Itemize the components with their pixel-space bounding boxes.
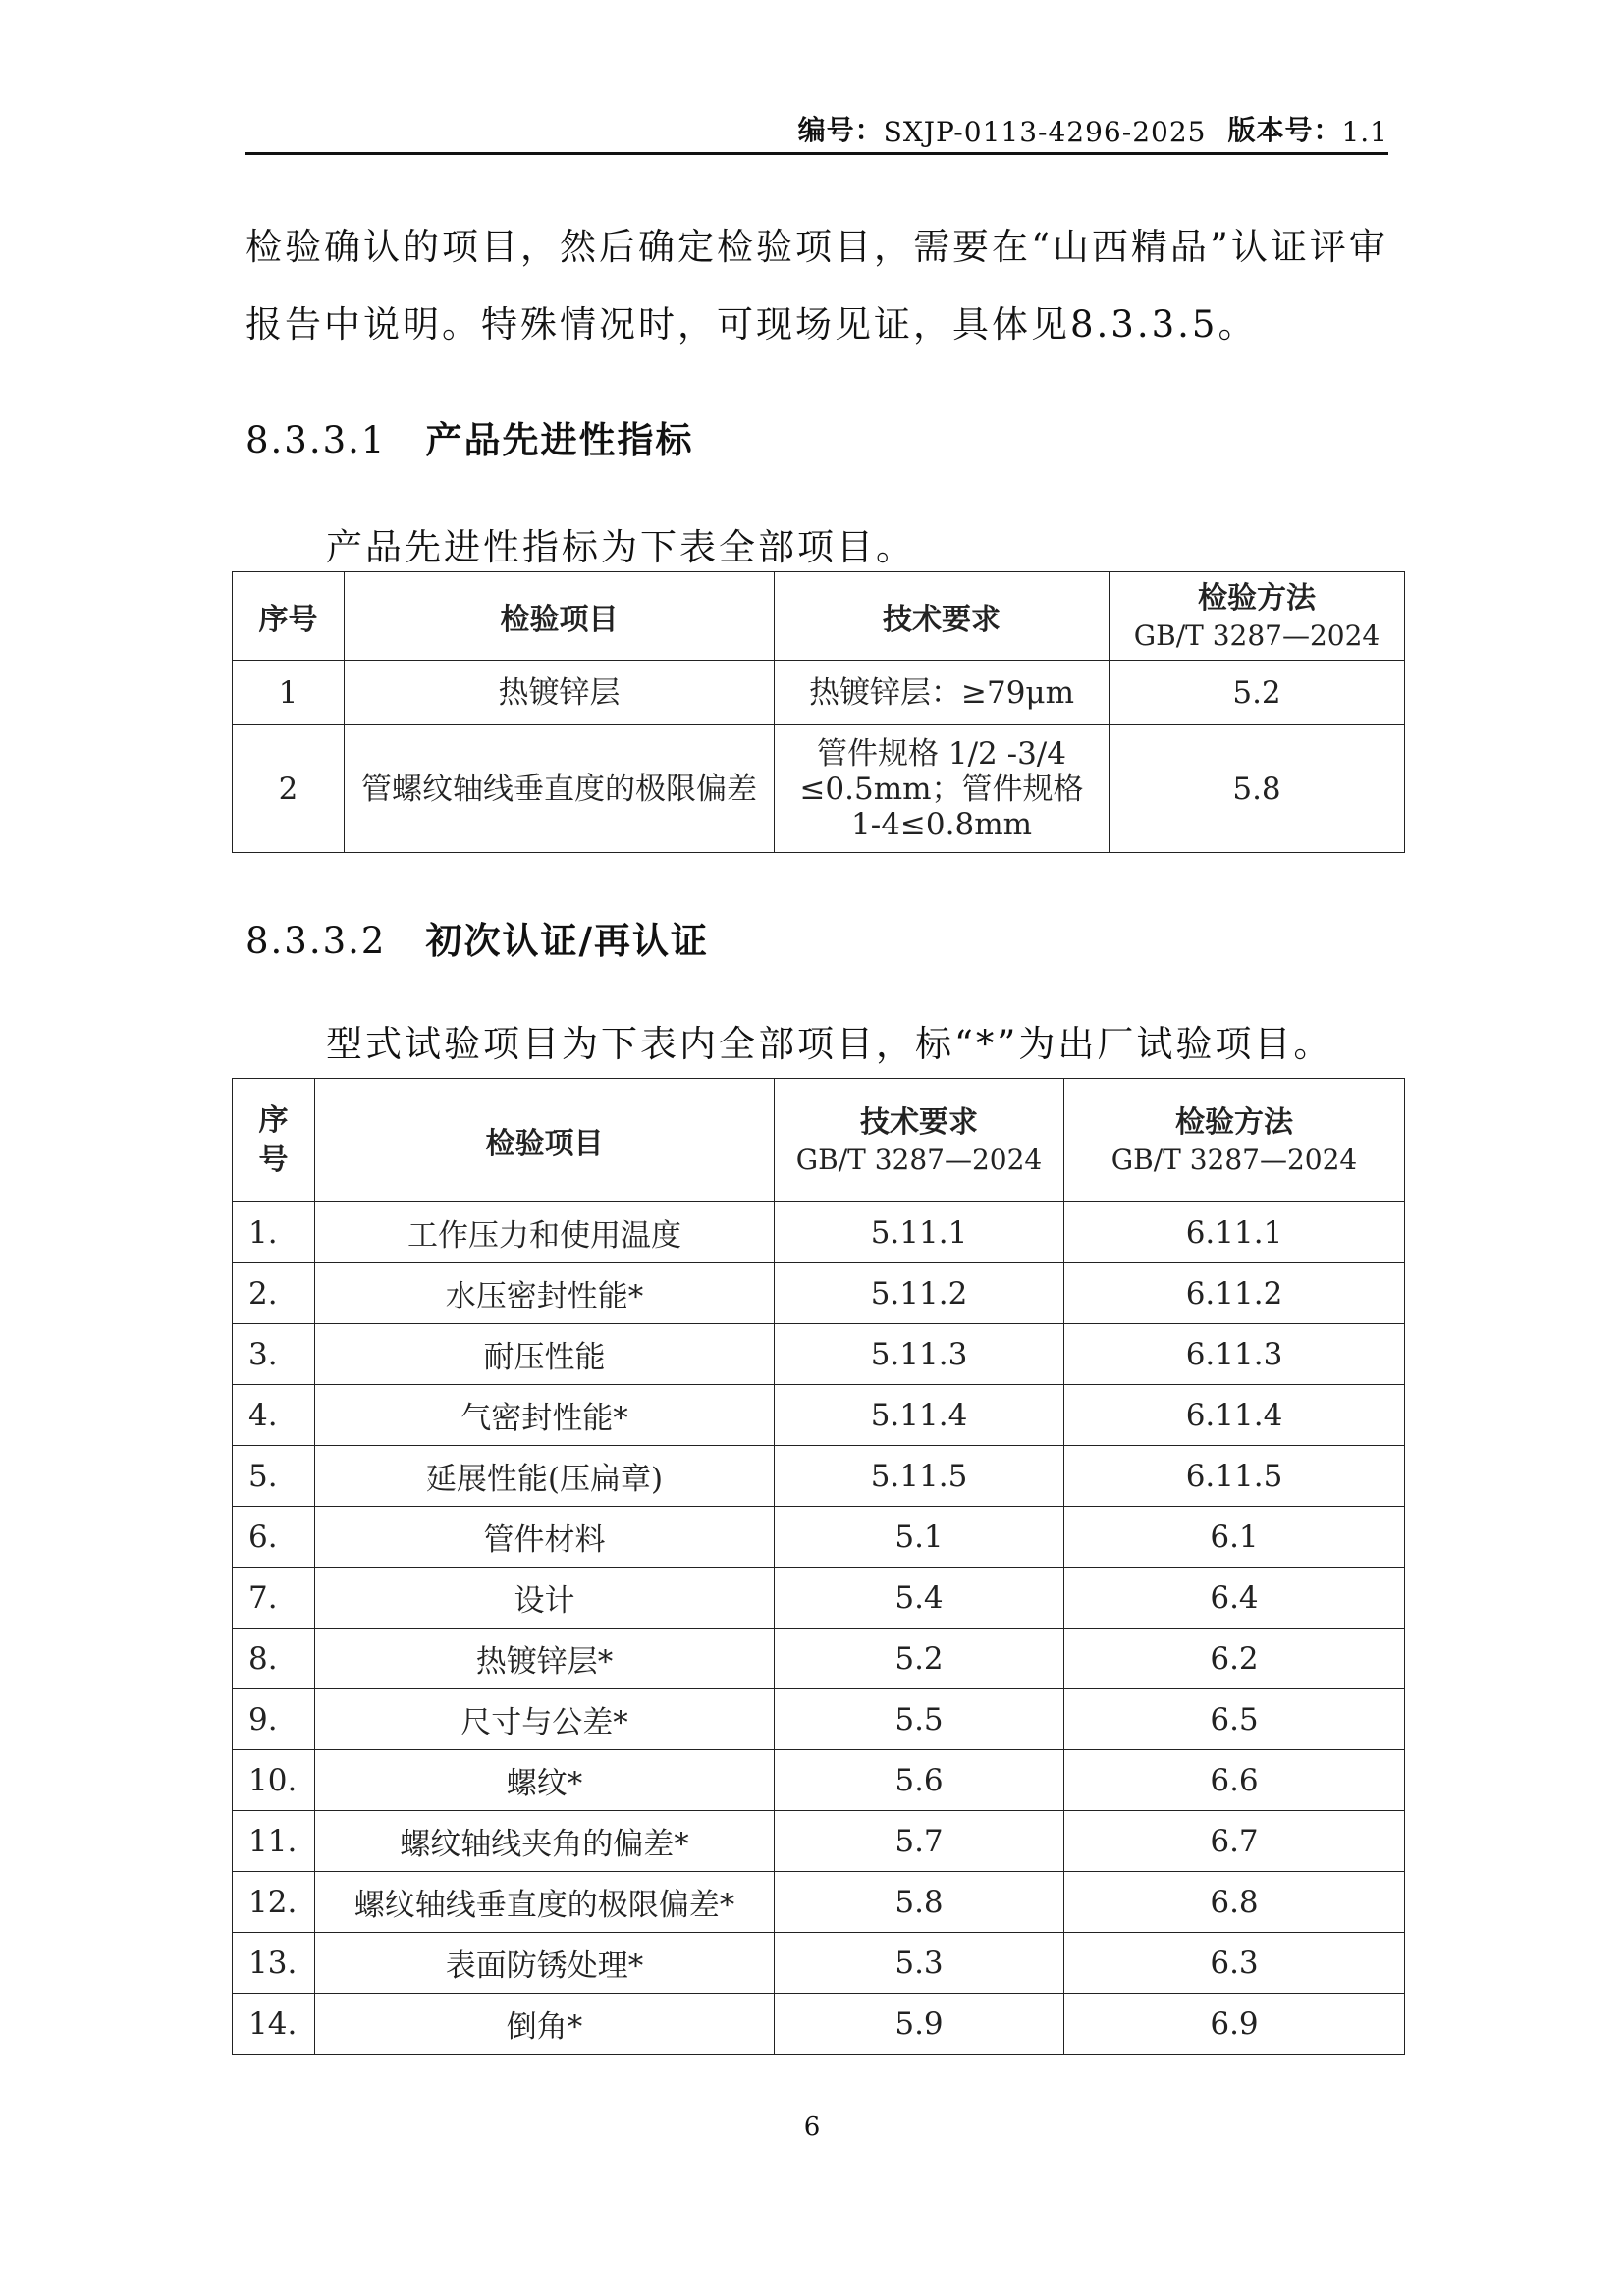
cell-method: 6.7 xyxy=(1064,1811,1405,1872)
col-header-item: 检验项目 xyxy=(345,572,775,661)
cell-method: 6.2 xyxy=(1064,1629,1405,1689)
section-intro-2: 型式试验项目为下表内全部项目，标“*”为出厂试验项目。 xyxy=(326,1023,1333,1065)
cell-seq: 2 xyxy=(233,725,345,853)
cell-seq: 4. xyxy=(233,1385,315,1446)
cell-item: 热镀锌层 xyxy=(345,661,775,725)
table-row xyxy=(233,1507,1405,1568)
cell-item: 气密封性能* xyxy=(315,1385,775,1446)
table-row xyxy=(233,725,1405,853)
cell-seq: 1 xyxy=(233,661,345,725)
cell-requirement: 5.3 xyxy=(775,1933,1064,1994)
cell-seq: 13. xyxy=(233,1933,315,1994)
cell-method: 6.6 xyxy=(1064,1750,1405,1811)
cell-requirement: 5.11.3 xyxy=(775,1324,1064,1385)
section-heading-2 xyxy=(245,911,709,964)
cell-seq: 6. xyxy=(233,1507,315,1568)
cell-requirement: 管件规格 1/2 -3/4 ≤0.5mm；管件规格 1-4≤0.8mm xyxy=(775,725,1110,853)
version-number: 1.1 xyxy=(1341,116,1388,148)
table-header-row xyxy=(233,1079,1405,1202)
method-standard: GB/T 3287—2024 xyxy=(1133,618,1380,652)
cell-seq: 11. xyxy=(233,1811,315,1872)
table-row xyxy=(233,1629,1405,1689)
cell-seq: 7. xyxy=(233,1568,315,1629)
table-row xyxy=(233,1750,1405,1811)
cell-seq: 5. xyxy=(233,1446,315,1507)
table-row xyxy=(233,1872,1405,1933)
cell-item: 倒角* xyxy=(315,1994,775,2055)
col-header-method xyxy=(1110,572,1405,661)
col-header-seq xyxy=(233,1079,315,1202)
col-header-seq: 序号 xyxy=(233,572,345,661)
cell-method: 6.5 xyxy=(1064,1689,1405,1750)
table-row xyxy=(233,1263,1405,1324)
cell-item: 水压密封性能* xyxy=(315,1263,775,1324)
table-row xyxy=(233,1446,1405,1507)
method-label: 检验方法 xyxy=(1175,1104,1293,1140)
method-label: 检验方法 xyxy=(1198,580,1316,615)
cell-requirement: 5.2 xyxy=(775,1629,1064,1689)
table-row xyxy=(233,1202,1405,1263)
cell-method: 5.8 xyxy=(1110,725,1405,853)
cell-method: 5.2 xyxy=(1110,661,1405,725)
cell-seq: 14. xyxy=(233,1994,315,2055)
cell-method: 6.11.5 xyxy=(1064,1446,1405,1507)
cell-seq: 1. xyxy=(233,1202,315,1263)
section-title-2: 初次认证/再认证 xyxy=(425,920,709,962)
method-standard: GB/T 3287—2024 xyxy=(1110,1143,1358,1176)
table-header-row xyxy=(233,572,1405,661)
cell-seq: 2. xyxy=(233,1263,315,1324)
table-row xyxy=(233,1994,1405,2055)
table-row xyxy=(233,1324,1405,1385)
cell-item: 螺纹轴线垂直度的极限偏差* xyxy=(315,1872,775,1933)
cell-item: 螺纹* xyxy=(315,1750,775,1811)
cell-method: 6.11.3 xyxy=(1064,1324,1405,1385)
cell-method: 6.1 xyxy=(1064,1507,1405,1568)
cell-requirement: 5.9 xyxy=(775,1994,1064,2055)
cell-item: 管件材料 xyxy=(315,1507,775,1568)
table-row xyxy=(233,661,1405,725)
cell-seq: 9. xyxy=(233,1689,315,1750)
advanced-indicators-table xyxy=(232,571,1405,853)
seq-header-bottom: 号 xyxy=(258,1142,289,1177)
cell-seq: 3. xyxy=(233,1324,315,1385)
seq-header-top: 序 xyxy=(258,1102,289,1138)
table-row xyxy=(233,1385,1405,1446)
cell-requirement: 5.5 xyxy=(775,1689,1064,1750)
cell-requirement: 5.11.2 xyxy=(775,1263,1064,1324)
table-row xyxy=(233,1568,1405,1629)
cell-requirement: 5.7 xyxy=(775,1811,1064,1872)
cell-method: 6.8 xyxy=(1064,1872,1405,1933)
cell-item: 设计 xyxy=(315,1568,775,1629)
cell-requirement: 5.1 xyxy=(775,1507,1064,1568)
paragraph-line-2: 报告中说明。特殊情况时，可现场见证，具体见8.3.3.5。 xyxy=(245,303,1258,346)
cell-item: 螺纹轴线夹角的偏差* xyxy=(315,1811,775,1872)
cell-requirement: 5.11.5 xyxy=(775,1446,1064,1507)
cell-requirement: 热镀锌层：≥79μm xyxy=(775,661,1110,725)
table-row xyxy=(233,1689,1405,1750)
cell-seq: 10. xyxy=(233,1750,315,1811)
cell-requirement: 5.11.4 xyxy=(775,1385,1064,1446)
cell-requirement: 5.4 xyxy=(775,1568,1064,1629)
doc-number-label: 编号： xyxy=(797,114,884,146)
section-intro-1: 产品先进性指标为下表全部项目。 xyxy=(326,526,915,568)
page-number: 6 xyxy=(803,2112,821,2142)
version-label: 版本号： xyxy=(1227,114,1342,146)
requirement-label: 技术要求 xyxy=(860,1104,978,1140)
cell-item: 表面防锈处理* xyxy=(315,1933,775,1994)
col-header-method xyxy=(1064,1079,1405,1202)
requirement-standard: GB/T 3287—2024 xyxy=(795,1143,1043,1176)
cell-item: 管螺纹轴线垂直度的极限偏差 xyxy=(345,725,775,853)
cell-method: 6.9 xyxy=(1064,1994,1405,2055)
cell-requirement: 5.6 xyxy=(775,1750,1064,1811)
table-row xyxy=(233,1811,1405,1872)
col-header-requirement: 技术要求 xyxy=(775,572,1110,661)
col-header-item: 检验项目 xyxy=(315,1079,775,1202)
section-number-1: 8.3.3.1 xyxy=(245,419,387,461)
section-number-2: 8.3.3.2 xyxy=(245,920,387,962)
cell-requirement: 5.8 xyxy=(775,1872,1064,1933)
cell-item: 工作压力和使用温度 xyxy=(315,1202,775,1263)
cell-method: 6.11.4 xyxy=(1064,1385,1405,1446)
page-header xyxy=(245,116,1388,155)
doc-number: SXJP-0113-4296-2025 xyxy=(883,116,1207,148)
cell-seq: 12. xyxy=(233,1872,315,1933)
cell-item: 延展性能(压扁章) xyxy=(315,1446,775,1507)
cell-seq: 8. xyxy=(233,1629,315,1689)
table-row xyxy=(233,1933,1405,1994)
cell-item: 耐压性能 xyxy=(315,1324,775,1385)
paragraph-line-1: 检验确认的项目，然后确定检验项目，需要在“山西精品”认证评审 xyxy=(245,226,1388,268)
cell-requirement: 5.11.1 xyxy=(775,1202,1064,1263)
type-test-items-table xyxy=(232,1078,1405,2055)
cell-method: 6.11.2 xyxy=(1064,1263,1405,1324)
section-title-1: 产品先进性指标 xyxy=(425,419,694,461)
cell-method: 6.4 xyxy=(1064,1568,1405,1629)
cell-item: 热镀锌层* xyxy=(315,1629,775,1689)
section-heading-1 xyxy=(245,410,693,463)
cell-method: 6.11.1 xyxy=(1064,1202,1405,1263)
col-header-requirement xyxy=(775,1079,1064,1202)
cell-method: 6.3 xyxy=(1064,1933,1405,1994)
cell-item: 尺寸与公差* xyxy=(315,1689,775,1750)
